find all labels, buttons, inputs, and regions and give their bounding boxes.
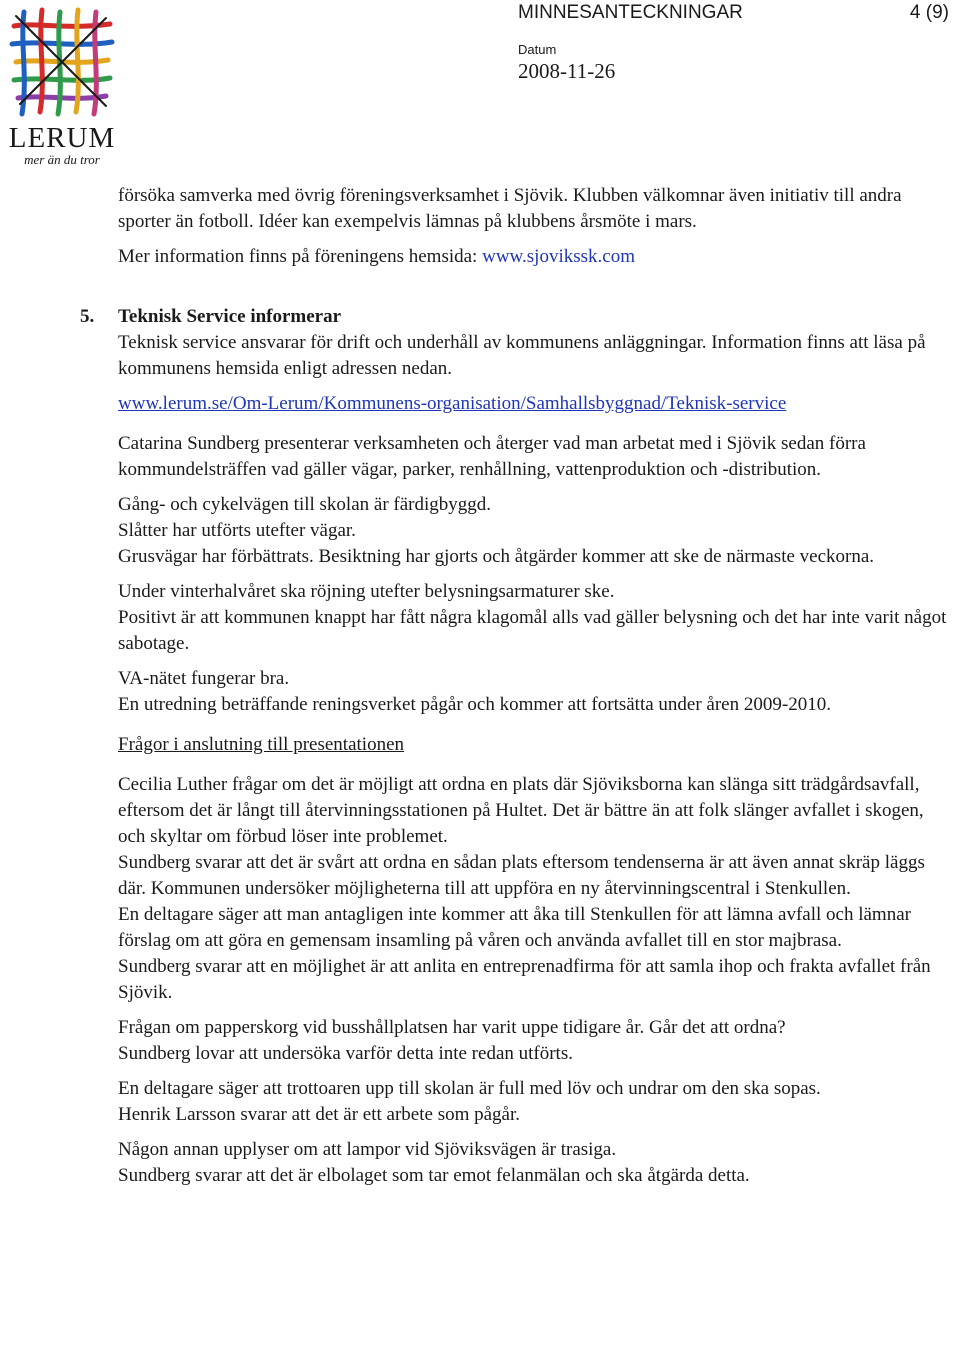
page-number: 4 (9)	[909, 2, 949, 23]
question-line: En deltagare säger att trottoaren upp till skolan är full med löv och undrar om den ska sopas.	[118, 1078, 821, 1099]
answer-line: Sundberg svarar att en möjlighet är att anlita en entreprenadfirma för att samla ihop och frakta avfallet från Sjövik.	[118, 956, 931, 1003]
question-line: Någon annan upplyser om att lampor vid Sjöviksvägen är trasiga.	[118, 1139, 617, 1160]
section-paragraph: Teknisk service ansvarar för drift och underhåll av kommunens anläggningar. Information finns att läsa på kommunens hemsida enligt adressen nedan.	[118, 332, 926, 379]
roads-line: Gång- och cykelvägen till skolan är färdigbyggd.	[118, 494, 492, 515]
question-line: Cecilia Luther frågar om det är möjligt att ordna en plats där Sjöviksborna kan slänga sitt trädgårdsavfall, eftersom det är långt till återvinningsstationen på Hultet. Det är bättre än att folk slänger avfallet i skogen, och skyltar om förbud löser inte problemet.	[118, 774, 924, 847]
gravel-roads-line: Grusvägar har förbättrats. Besiktning har gjorts och åtgärder kommer att ske de närmaste veckorna.	[118, 546, 875, 567]
lerum-logo	[6, 6, 118, 166]
water-line: VA-nätet fungerar bra.	[118, 668, 290, 689]
section-title: Teknisk Service informerar	[118, 306, 342, 327]
question-line: Frågan om papperskorg vid busshållplatsen har varit uppe tidigare år. Går det att ordna?	[118, 1017, 786, 1038]
club-website-link[interactable]: www.sjovikssk.com	[482, 246, 635, 267]
intro-link-text: Mer information finns på föreningens hemsida:	[118, 246, 483, 267]
section-url-paragraph	[118, 391, 950, 417]
questions-heading: Frågor i anslutning till presentationen	[118, 734, 405, 755]
municipality-url-link[interactable]: www.lerum.se/Om-Lerum/Kommunens-organisation/Samhallsbyggnad/Teknisk-service	[118, 393, 787, 414]
document-body	[80, 183, 950, 1189]
answer-line: Sundberg svarar att det är elbolaget som tar emot felanmälan och ska åtgärda detta.	[118, 1165, 750, 1186]
lighting-line: Under vinterhalvåret ska röjning utefter belysningsarmaturer ske.	[118, 581, 615, 602]
answer-line: Henrik Larsson svarar att det är ett arbete som pågår.	[118, 1104, 521, 1125]
logo-tagline: mer än du tror	[24, 152, 100, 167]
answer-line: Sundberg lovar att undersöka varför detta inte redan utförts.	[118, 1043, 573, 1064]
section-heading	[80, 304, 950, 330]
question-line: En deltagare säger att man antagligen inte kommer att åka till Stenkullen för att lämna avfall och lämnar förslag om att göra en gemensam insamling på våren och använda avfallet till en stor majbrasa.	[118, 904, 911, 951]
presentation-paragraph: Catarina Sundberg presenterar verksamheten och återger vad man arbetat med i Sjövik sedan förra kommundelsträffen vad gäller vägar, parker, renhållning, vattenproduktion och -distribution.	[118, 433, 866, 480]
logo-wordmark: LERUM	[8, 122, 116, 154]
lerum-logo-weave-icon	[6, 6, 118, 118]
intro-paragraph: försöka samverka med övrig föreningsverksamhet i Sjövik. Klubben välkomnar även initiativ till andra sporter än fotboll. Idéer kan exempelvis lämnas på klubbens årsmöte i mars.	[118, 185, 902, 232]
section-number: 5.	[80, 306, 95, 327]
treatment-plant-line: En utredning beträffande reningsverket pågår och kommer att fortsätta under åren 2009-2010.	[118, 694, 831, 715]
mowing-line: Slåtter har utförts utefter vägar.	[118, 520, 356, 541]
answer-line: Sundberg svarar att det är svårt att ordna en sådan plats eftersom tendenserna är att även annat skräp läggs där. Kommunen undersöker möjligheterna till att uppföra en ny återvinningscentral i Stenkullen.	[118, 852, 925, 899]
document-title: MINNESANTECKNINGAR	[518, 2, 743, 23]
date-label: Datum	[518, 42, 557, 57]
lighting-positive-line: Positivt är att kommunen knappt har fått några klagomål alls vad gäller belysning och det har inte varit något sabotage.	[118, 607, 947, 654]
date-value: 2008-11-26	[518, 59, 616, 83]
intro-link-paragraph	[118, 244, 950, 270]
